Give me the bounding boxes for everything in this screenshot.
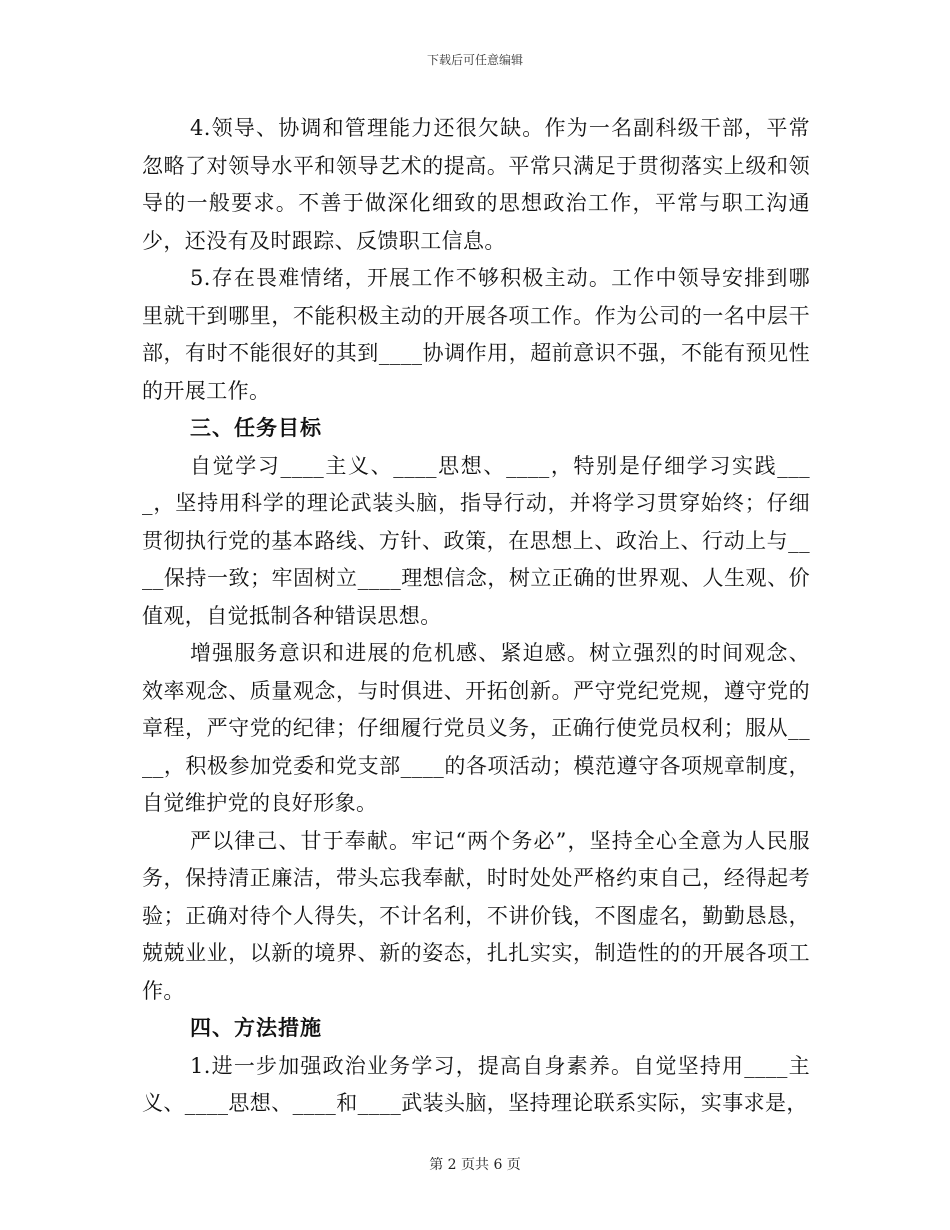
paragraph-study-goals: 自觉学习____主义、____思想、____，特别是仔细学习实践____，坚持用科学的理论武装头脑，指导行动，并将学习贯穿始终；仔细贯彻执行党的基本路线、方针、政策，在思想上、政治上、行动上与____保持一致；牢固树立____理想信念，树立正确的世界观、人生观、价值观，自觉抵制各种错误思想。 — [142, 453, 810, 628]
paragraph-political-study: 1.进一步加强政治业务学习，提高自身素养。自觉坚持用____主义、____思想、____和____武装头脑，坚持理论联系实际，实事求是， — [142, 1053, 810, 1115]
page-number-footer: 第 2 页共 6 页 — [429, 1157, 521, 1173]
paragraph-fear-of-difficulty: 5.存在畏难情绪，开展工作不够积极主动。工作中领导安排到哪里就干到哪里，不能积极主动的开展各项工作。作为公司的一名中层干部，有时不能很好的其到____协调作用，超前意识不强，不能有预见性的开展工作。 — [142, 266, 810, 403]
document-body — [142, 110, 810, 1123]
section-heading-measures: 四、方法措施 — [190, 1016, 322, 1040]
section-heading-goals: 三、任务目标 — [190, 416, 322, 440]
paragraph-self-discipline: 严以律己、甘于奉献。牢记“两个务必”，坚持全心全意为人民服务，保持清正廉洁，带头忘我奉献，时时处处严格约束自己，经得起考验；正确对待个人得失，不计名利，不讲价钱，不图虚名，勤勤恳恳，兢兢业业，以新的境界、新的姿态，扎扎实实，制造性的的开展各项工作。 — [142, 828, 810, 1003]
page-header: 下载后可任意编辑 — [426, 53, 523, 67]
paragraph-service-awareness: 增强服务意识和进展的危机感、紧迫感。树立强烈的时间观念、效率观念、质量观念，与时俱进、开拓创新。严守党纪党规，遵守党的章程，严守党的纪律；仔细履行党员义务，正确行使党员权利；服从____，积极参加党委和党支部____的各项活动；模范遵守各项规章制度，自觉维护党的良好形象。 — [142, 641, 810, 815]
paragraph-leadership-ability: 4.领导、协调和管理能力还很欠缺。作为一名副科级干部，平常忽略了对领导水平和领导艺术的提高。平常只满足于贯彻落实上级和领导的一般要求。不善于做深化细致的思想政治工作，平常与职工沟通少，还没有及时跟踪、反馈职工信息。 — [142, 116, 810, 253]
